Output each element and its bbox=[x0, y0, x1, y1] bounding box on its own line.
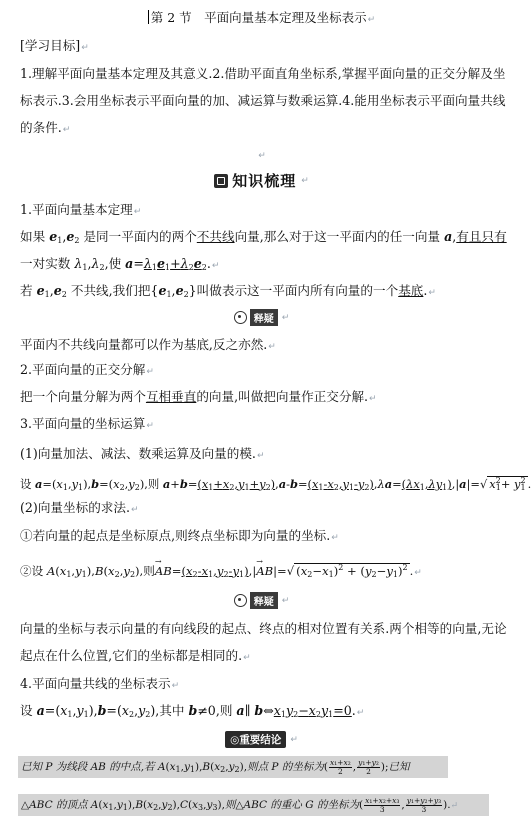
section-header: 知识梳理 ↵ bbox=[0, 170, 523, 192]
s4-heading: 4.平面向量共线的坐标表示↵ bbox=[20, 676, 180, 691]
s1-line-3: 若 $e_1,e_2$ 不共线,我们把$\{e_1,e_2\}$叫做表示这一平面内所有向量的一个基底.↵ bbox=[20, 283, 436, 299]
return-mark-icon: ↵ bbox=[258, 151, 266, 161]
return-mark-icon: ↵ bbox=[81, 43, 89, 53]
s2-text: 把一个向量分解为两个互相垂直的向量,叫做把向量作正交分解.↵ bbox=[20, 389, 377, 404]
explain-badge-1: 释疑 ↵ bbox=[0, 309, 523, 328]
explain-text-2a: 向量的坐标与表示向量的有向线段的起点、终点的相对位置有关系.两个相等的向量,无论 bbox=[20, 621, 507, 636]
s3-formula-line: 设 $a=(x_1,y_1),b=(x_2,y_2)$,则 $a+b=(x_1+x_2,y_1+y_2),a-b=(x_1-x_2,y_1-y_2),\lambda a=(\lambda x_1,\lambda y_1),|a|=√$ $x^2_1+ y^2_1$ . bbox=[20, 476, 531, 492]
s1-heading: 1.平面向量基本定理↵ bbox=[20, 202, 142, 217]
knowledge-icon bbox=[214, 174, 228, 188]
objective-line-2: 标表示.3.会用坐标表示平面向量的加、减运算与数乘运算.4.能用坐标表示平面向量共线 bbox=[20, 93, 506, 108]
s3-item-1: (1)向量加法、减法、数乘运算及向量的模.↵ bbox=[20, 446, 265, 461]
objective-line-3: 的条件.↵ bbox=[20, 120, 71, 135]
objective-line-1: 1.理解平面向量基本定理及其意义.2.借助平面直角坐标系,掌握平面向量的正交分解及坐 bbox=[20, 66, 506, 81]
return-mark-icon: ↵ bbox=[62, 125, 71, 135]
objectives-heading: [学习目标]↵ bbox=[20, 38, 89, 53]
explain-text-2b: 起点在什么位置,它们的坐标都是相同的.↵ bbox=[20, 648, 251, 663]
conclusion-badge: ◎重要结论 ↵ bbox=[0, 728, 523, 748]
return-mark-icon: ↵ bbox=[301, 175, 309, 186]
lightbulb-icon bbox=[234, 594, 247, 607]
s2-heading: 2.平面向量的正交分解↵ bbox=[20, 362, 154, 377]
s3-item-3: ①若向量的起点是坐标原点,则终点坐标即为向量的坐标.↵ bbox=[20, 528, 339, 543]
s1-line-1: 如果 $e_1,e_2$ 是同一平面内的两个不共线向量,那么对于这一平面内的任一向量 a,有且只有 bbox=[20, 229, 507, 245]
s3-item-4-formula: ②设 $A(x_1,y_1),B(x_2,y_2)$,则→ $AB=(x_2-x_1,y_2-y_1),|\to AB|=√$ $(x_2-x_1)^2 + (y_2-y_1)^2$ .↵ bbox=[20, 560, 509, 580]
conclusion-line-1: 已知 P 为线段 AB 的中点,若 $A(x_1,y_1),B(x_2,y_2)$,则点 P 的坐标为( $\frac{\text{x₁+x₂}}{2}$ , $\frac{\text{y₁+y₂}}{2}$ );已知 bbox=[18, 756, 448, 778]
return-mark-icon: ↵ bbox=[367, 15, 376, 25]
s3-heading: 3.平面向量的坐标运算↵ bbox=[20, 416, 154, 431]
s1-line-2: 一对实数 $\lambda_1,\lambda_2$,使 $a=\lambda_1e_1+\lambda_2e_2.↵$ bbox=[20, 256, 220, 272]
explain-text-1: 平面内不共线向量都可以作为基底,反之亦然.↵ bbox=[20, 337, 276, 352]
blank-paragraph bbox=[0, 146, 523, 164]
page-title: 第 2 节 平面向量基本定理及坐标表示↵ bbox=[0, 10, 523, 28]
s3-item-2: (2)向量坐标的求法.↵ bbox=[20, 500, 139, 515]
conclusion-line-2: △ABC 的顶点 $A(x_1,y_1),B(x_2,y_2),C(x_3,y_3)$,则△ABC 的重心 G 的坐标为( $\frac{\text{x₁+x₂+x₃}}{3}$ , $\frac{\text{y₁+y₂+y₃}}{3}$ ).↵ bbox=[18, 794, 489, 816]
text-cursor bbox=[148, 10, 149, 24]
explain-badge-2: 释疑 ↵ bbox=[0, 592, 523, 611]
lightbulb-icon bbox=[234, 311, 247, 324]
s4-formula: 设 $a=(x_1,y_1),b=(x_2,y_2)$,其中 b≠0,则 a∥ $b\Leftrightarrow x_1y_2-x_2y_1=0.↵$ bbox=[20, 703, 365, 719]
